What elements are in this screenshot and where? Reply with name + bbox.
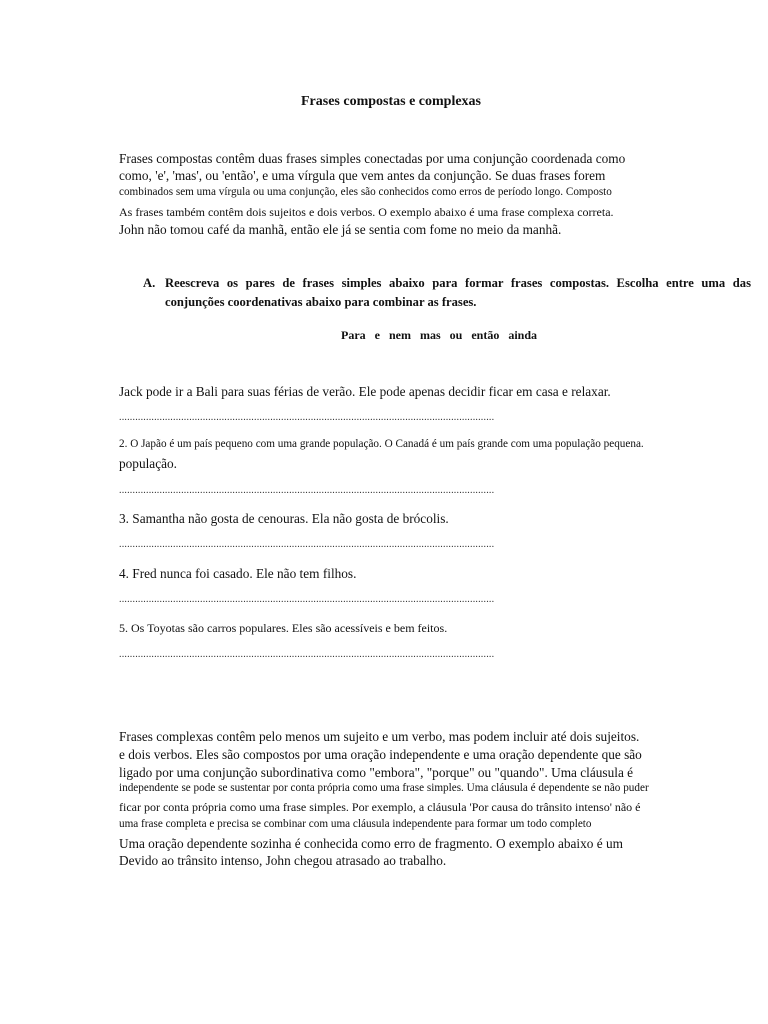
exercise-item-2-continued: população. xyxy=(119,456,177,471)
complex-line-7: Uma oração dependente sozinha é conhecida como erro de fragmento. O exemplo abaixo é um xyxy=(119,836,623,851)
exercise-item-4: 4. Fred nunca foi casado. Ele não tem filhos. xyxy=(119,566,357,581)
complex-line-2: e dois verbos. Eles são compostos por uma oração independente e uma oração dependente que são xyxy=(119,747,642,762)
intro-example: John não tomou café da manhã, então ele já se sentia com fome no meio da manhã. xyxy=(119,222,562,237)
intro-line-3: combinados sem uma vírgula ou uma conjunção, eles são conhecidos como erros de período longo. Composto xyxy=(119,186,612,198)
complex-line-3: ligado por uma conjunção subordinativa como "embora", "porque" ou "quando". Uma cláusula é xyxy=(119,765,634,780)
exercise-item-1: Jack pode ir a Bali para suas férias de verão. Ele pode apenas decidir ficar em casa e relaxar. xyxy=(119,384,611,399)
complex-line-1: Frases complexas contêm pelo menos um sujeito e um verbo, mas podem incluir até dois sujeitos. xyxy=(119,729,640,744)
answer-line-3[interactable]: ........................................................................................................................................... xyxy=(119,539,495,550)
intro-line-2: como, 'e', 'mas', ou 'então', e uma vírgula que vem antes da conjunção. Se duas frases forem xyxy=(119,168,606,183)
exercise-letter: A. xyxy=(143,276,156,290)
complex-line-5: ficar por conta própria como uma frase simples. Por exemplo, a cláusula 'Por causa do trânsito intenso' não é xyxy=(119,800,641,814)
complex-line-6: uma frase completa e precisa se combinar com uma cláusula independente para formar um todo completo xyxy=(119,818,592,830)
exercise-instruction: Reescreva os pares de frases simples abaixo para formar frases compostas. Escolha entre uma das conjunções coordenativas abaixo para combinar as frases. xyxy=(165,276,751,309)
answer-line-5[interactable]: ........................................................................................................................................... xyxy=(119,649,495,660)
exercise-item-2: 2. O Japão é um país pequeno com uma grande população. O Canadá é um país grande com uma população pequena. xyxy=(119,438,644,450)
intro-line-4: As frases também contêm dois sujeitos e dois verbos. O exemplo abaixo é uma frase complexa correta. xyxy=(119,205,614,219)
complex-example: Devido ao trânsito intenso, John chegou atrasado ao trabalho. xyxy=(119,853,447,868)
answer-line-4[interactable]: ........................................................................................................................................... xyxy=(119,594,495,605)
answer-line-1[interactable]: ........................................................................................................................................... xyxy=(119,412,495,423)
answer-line-2[interactable]: ........................................................................................................................................... xyxy=(119,485,495,496)
exercise-item-5: 5. Os Toyotas são carros populares. Eles são acessíveis e bem feitos. xyxy=(119,621,448,635)
exercise-item-3: 3. Samantha não gosta de cenouras. Ela não gosta de brócolis. xyxy=(119,511,449,526)
page-title: Frases compostas e complexas xyxy=(300,94,482,109)
complex-line-4: independente se pode se sustentar por conta própria como uma frase simples. Uma cláusula é dependente se não puder xyxy=(119,782,649,794)
intro-line-1: Frases compostas contêm duas frases simples conectadas por uma conjunção coordenada como xyxy=(119,151,626,166)
conjunction-list: Para e nem mas ou então ainda xyxy=(341,328,537,342)
